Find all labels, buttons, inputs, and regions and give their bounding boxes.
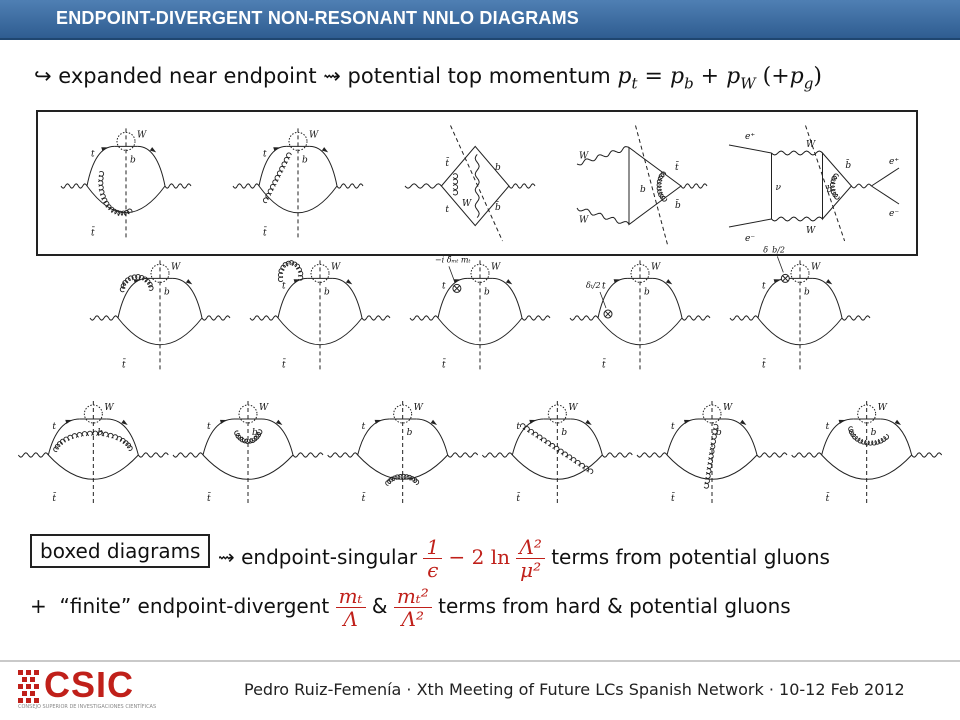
feynman-diagram <box>328 401 478 505</box>
gluon-curl <box>849 427 889 445</box>
label-w: W <box>462 199 472 209</box>
w-loop <box>548 405 566 423</box>
photon-out <box>509 184 535 188</box>
label-w: W <box>413 403 423 413</box>
w-loop <box>117 132 135 150</box>
w-loop <box>84 405 102 423</box>
label-t: t <box>122 281 126 292</box>
w-loop <box>791 264 809 282</box>
gluon-line <box>54 431 132 452</box>
label-tbar: t̄ <box>671 494 675 504</box>
fraction-mt-lambda: $\frac{\text{mₜ}}{\Lambda}$ <box>336 585 366 630</box>
photon-out <box>362 316 390 320</box>
feynman-diagram <box>482 401 632 505</box>
minus-2ln: − 2 ln <box>448 545 511 569</box>
b-quark-line <box>653 278 682 318</box>
feynman-diagram <box>18 401 168 505</box>
boxed-diagrams-label: boxed diagrams <box>30 534 210 568</box>
endpoint-singular-text: endpoint-singular <box>241 545 418 569</box>
label-tbar: t̄ <box>52 494 56 504</box>
label-counterterm: δ_b/2 <box>763 245 786 255</box>
csic-logo <box>18 664 157 712</box>
w-loop <box>311 264 329 282</box>
b-quark-line <box>571 419 603 455</box>
electron-out <box>871 186 899 204</box>
photon-out <box>842 316 870 320</box>
potential-gluons-text: terms from potential gluons <box>551 545 830 569</box>
photon-in <box>90 316 118 320</box>
label-t: t <box>671 422 675 432</box>
gluon-curl <box>54 431 132 452</box>
slide-title: ENDPOINT-DIVERGENT NON-RESONANT NNLO DIAGRAMS <box>56 8 580 28</box>
conclusion-block <box>30 520 930 580</box>
label-t: t <box>762 281 766 292</box>
label-tbar: t̄ <box>207 494 211 504</box>
label-t: t <box>442 281 446 292</box>
gluon-curl <box>657 172 667 201</box>
photon-in <box>405 184 441 188</box>
squiggle-arrow-icon: ⇝ <box>323 64 341 88</box>
label-w: W <box>137 130 147 141</box>
label-nu: ν <box>775 183 781 193</box>
b-quark-line <box>138 146 165 186</box>
label-w: W <box>171 262 181 273</box>
hard-gluons-text: terms from hard & potential gluons <box>438 594 791 618</box>
feynman-diagram <box>405 126 535 242</box>
label-w: W <box>104 403 114 413</box>
label-tbar: t̄ <box>825 494 830 504</box>
w-line-lower <box>772 217 823 221</box>
gluon-curl <box>520 424 593 474</box>
label-b: b <box>324 287 330 298</box>
intro-text-b: potential top momentum <box>347 64 611 88</box>
b-quark-line <box>262 419 294 455</box>
label-tbar: t̄ <box>516 494 520 504</box>
fraction-mt2-lambda2: $\frac{\text{mₜ²}}{\text{Λ²}}$ <box>394 585 432 630</box>
label-counterterm: δₜ/2 <box>586 281 601 290</box>
photon-in <box>173 453 203 457</box>
gluon-line <box>278 261 302 282</box>
gluon-line <box>453 174 457 195</box>
photon-out <box>202 316 230 320</box>
label-t: t <box>825 422 830 432</box>
photon-in <box>482 453 512 457</box>
label-b: b <box>644 287 650 298</box>
b-quark-line <box>726 419 758 455</box>
counterterm-pointer <box>449 266 455 282</box>
label-t: t <box>361 422 366 432</box>
csic-logo-word: CSIC <box>44 664 135 705</box>
label-tbar: t̄ <box>442 360 446 371</box>
fraction-lambda-mu: $\frac{\text{Λ²}}{\text{μ²}}$ <box>516 536 544 581</box>
gluon-curl <box>98 171 132 215</box>
photon-out <box>522 316 550 320</box>
label-w: W <box>568 403 578 413</box>
w-loop <box>394 405 412 423</box>
label-w: W <box>811 262 821 273</box>
label-w: W <box>806 140 816 150</box>
label-tbar: t̄ <box>263 228 267 239</box>
ampersand: & <box>371 594 388 618</box>
photon-out <box>682 316 710 320</box>
photon-in <box>410 316 438 320</box>
photon-out <box>912 453 942 457</box>
feynman-diagram <box>577 126 707 247</box>
squiggle-arrow-icon: ⇝ <box>218 545 235 569</box>
photon-out <box>138 453 168 457</box>
photon-out <box>681 184 707 188</box>
w-loop <box>239 405 257 423</box>
label-b: b <box>164 287 170 298</box>
label-b: b <box>495 163 501 173</box>
feynman-diagram <box>637 401 787 505</box>
label-b: b <box>870 428 877 438</box>
feynman-diagram <box>61 128 191 239</box>
label-b: b <box>484 287 490 298</box>
w-loop <box>151 264 169 282</box>
feynman-diagram <box>173 401 323 505</box>
footer-citation: Pedro Ruiz-Femenía · Xth Meeting of Future LCs Spanish Network · 10-12 Feb 2012 <box>244 680 905 699</box>
feynman-diagram <box>730 245 870 371</box>
photon-in <box>250 316 278 320</box>
label-eminus: e⁻ <box>745 234 756 244</box>
photon-in <box>61 184 87 188</box>
label-t: t <box>207 422 211 432</box>
feynman-diagram <box>410 255 550 371</box>
quark-triangle <box>629 148 681 225</box>
label-w: W <box>331 262 341 273</box>
label-w: W <box>723 403 733 413</box>
label-b: b <box>640 185 646 195</box>
feynman-diagram <box>570 260 710 371</box>
line-finite <box>30 585 791 630</box>
label-tbar: t̄ <box>282 360 286 371</box>
label-w: W <box>491 262 501 273</box>
w-loop <box>858 405 876 423</box>
label-tbar: t̄ <box>122 360 126 371</box>
gluon-curl <box>453 174 457 195</box>
photon-out <box>602 453 632 457</box>
intro-text-a: expanded near endpoint <box>58 64 317 88</box>
w-loop <box>703 405 721 423</box>
w-loop <box>289 132 307 150</box>
gluon-line <box>849 427 889 445</box>
label-b: b <box>826 185 833 195</box>
label-eminus: e⁻ <box>889 209 900 219</box>
feynman-diagram <box>90 260 230 371</box>
label-w: W <box>579 151 589 162</box>
finite-text: “finite” endpoint-divergent <box>59 594 330 618</box>
feynman-diagram <box>250 260 390 371</box>
label-bbar: b̄ <box>845 161 852 171</box>
gluon-line <box>657 172 667 201</box>
label-w: W <box>651 262 661 273</box>
feynman-diagram <box>792 401 942 505</box>
photon-internal <box>851 184 871 188</box>
label-w: W <box>877 403 887 413</box>
label-bbar: b̄ <box>675 201 681 211</box>
label-t: t <box>282 281 286 292</box>
photon-out <box>165 184 191 188</box>
label-b: b <box>302 155 308 166</box>
photon-in <box>233 184 259 188</box>
photon-in <box>18 453 48 457</box>
w-loop <box>471 264 489 282</box>
csic-logo-subtitle: CONSEJO SUPERIOR DE INVESTIGACIONES CIENTÍFICAS <box>18 704 157 710</box>
electron-in <box>729 219 772 227</box>
b-quark-line <box>416 419 448 455</box>
label-tbar: t̄ <box>91 228 95 239</box>
gluon-curl <box>278 261 302 282</box>
feynman-diagram <box>233 128 363 239</box>
label-tbar: t̄ <box>602 360 606 371</box>
line-singular <box>218 536 830 581</box>
gluon-line <box>98 171 132 215</box>
photon-out <box>293 453 323 457</box>
b-quark-line <box>813 278 842 318</box>
label-b: b <box>252 428 258 438</box>
photon-in <box>792 453 822 457</box>
footer-rule <box>0 660 960 662</box>
counterterm-pointer <box>777 256 783 272</box>
b-quark-line <box>333 278 362 318</box>
photon-out <box>757 453 787 457</box>
label-tbar: t̄ <box>361 494 366 504</box>
label-eplus: e⁺ <box>889 157 900 167</box>
label-eplus: e⁺ <box>745 132 756 142</box>
positron-in <box>729 145 772 153</box>
label-b: b <box>804 287 810 298</box>
label-tbar: t̄ <box>675 163 679 173</box>
label-b: b <box>406 428 413 438</box>
label-w: W <box>259 403 269 413</box>
label-counterterm: −i δ̂ₘₜ mₜ <box>434 255 471 265</box>
plus-sign: + <box>30 594 47 618</box>
positron-out <box>871 168 899 186</box>
label-b: b <box>561 428 568 438</box>
label-b: b <box>716 428 722 438</box>
label-t: t <box>263 149 267 160</box>
feynman-diagram <box>729 126 899 245</box>
photon-in <box>637 453 667 457</box>
label-t: t <box>516 422 520 432</box>
label-t: t <box>91 149 95 160</box>
label-b: b <box>130 155 136 166</box>
photon-in <box>328 453 358 457</box>
momentum-formula: $p_t = p_b + p_W$ $(+p_g)$ <box>617 64 822 93</box>
w-loop <box>631 264 649 282</box>
label-w: W <box>806 226 816 236</box>
photon-out <box>448 453 478 457</box>
b-quark-line <box>310 146 337 186</box>
gluon-line <box>520 424 593 474</box>
label-t: t <box>602 281 606 292</box>
label-tbar: t̄ <box>762 360 766 371</box>
label-t: t <box>445 205 450 215</box>
b-quark-line <box>173 278 202 318</box>
photon-in <box>570 316 598 320</box>
b-quark-line <box>107 419 138 455</box>
label-b: b <box>97 428 104 438</box>
label-t: t <box>52 422 56 432</box>
label-w: W <box>309 130 319 141</box>
label-tbar: t̄ <box>445 159 450 169</box>
fraction-one-over-epsilon: $\frac{1}{\epsilon}$ <box>423 536 442 581</box>
label-w: W <box>579 215 589 226</box>
label-bbar: b̄ <box>495 203 501 213</box>
csic-logo-mark-icon <box>18 670 40 704</box>
hook-arrow-icon: ↪ <box>34 64 52 88</box>
photon-in <box>730 316 758 320</box>
b-quark-line <box>493 278 522 318</box>
photon-out <box>337 184 363 188</box>
